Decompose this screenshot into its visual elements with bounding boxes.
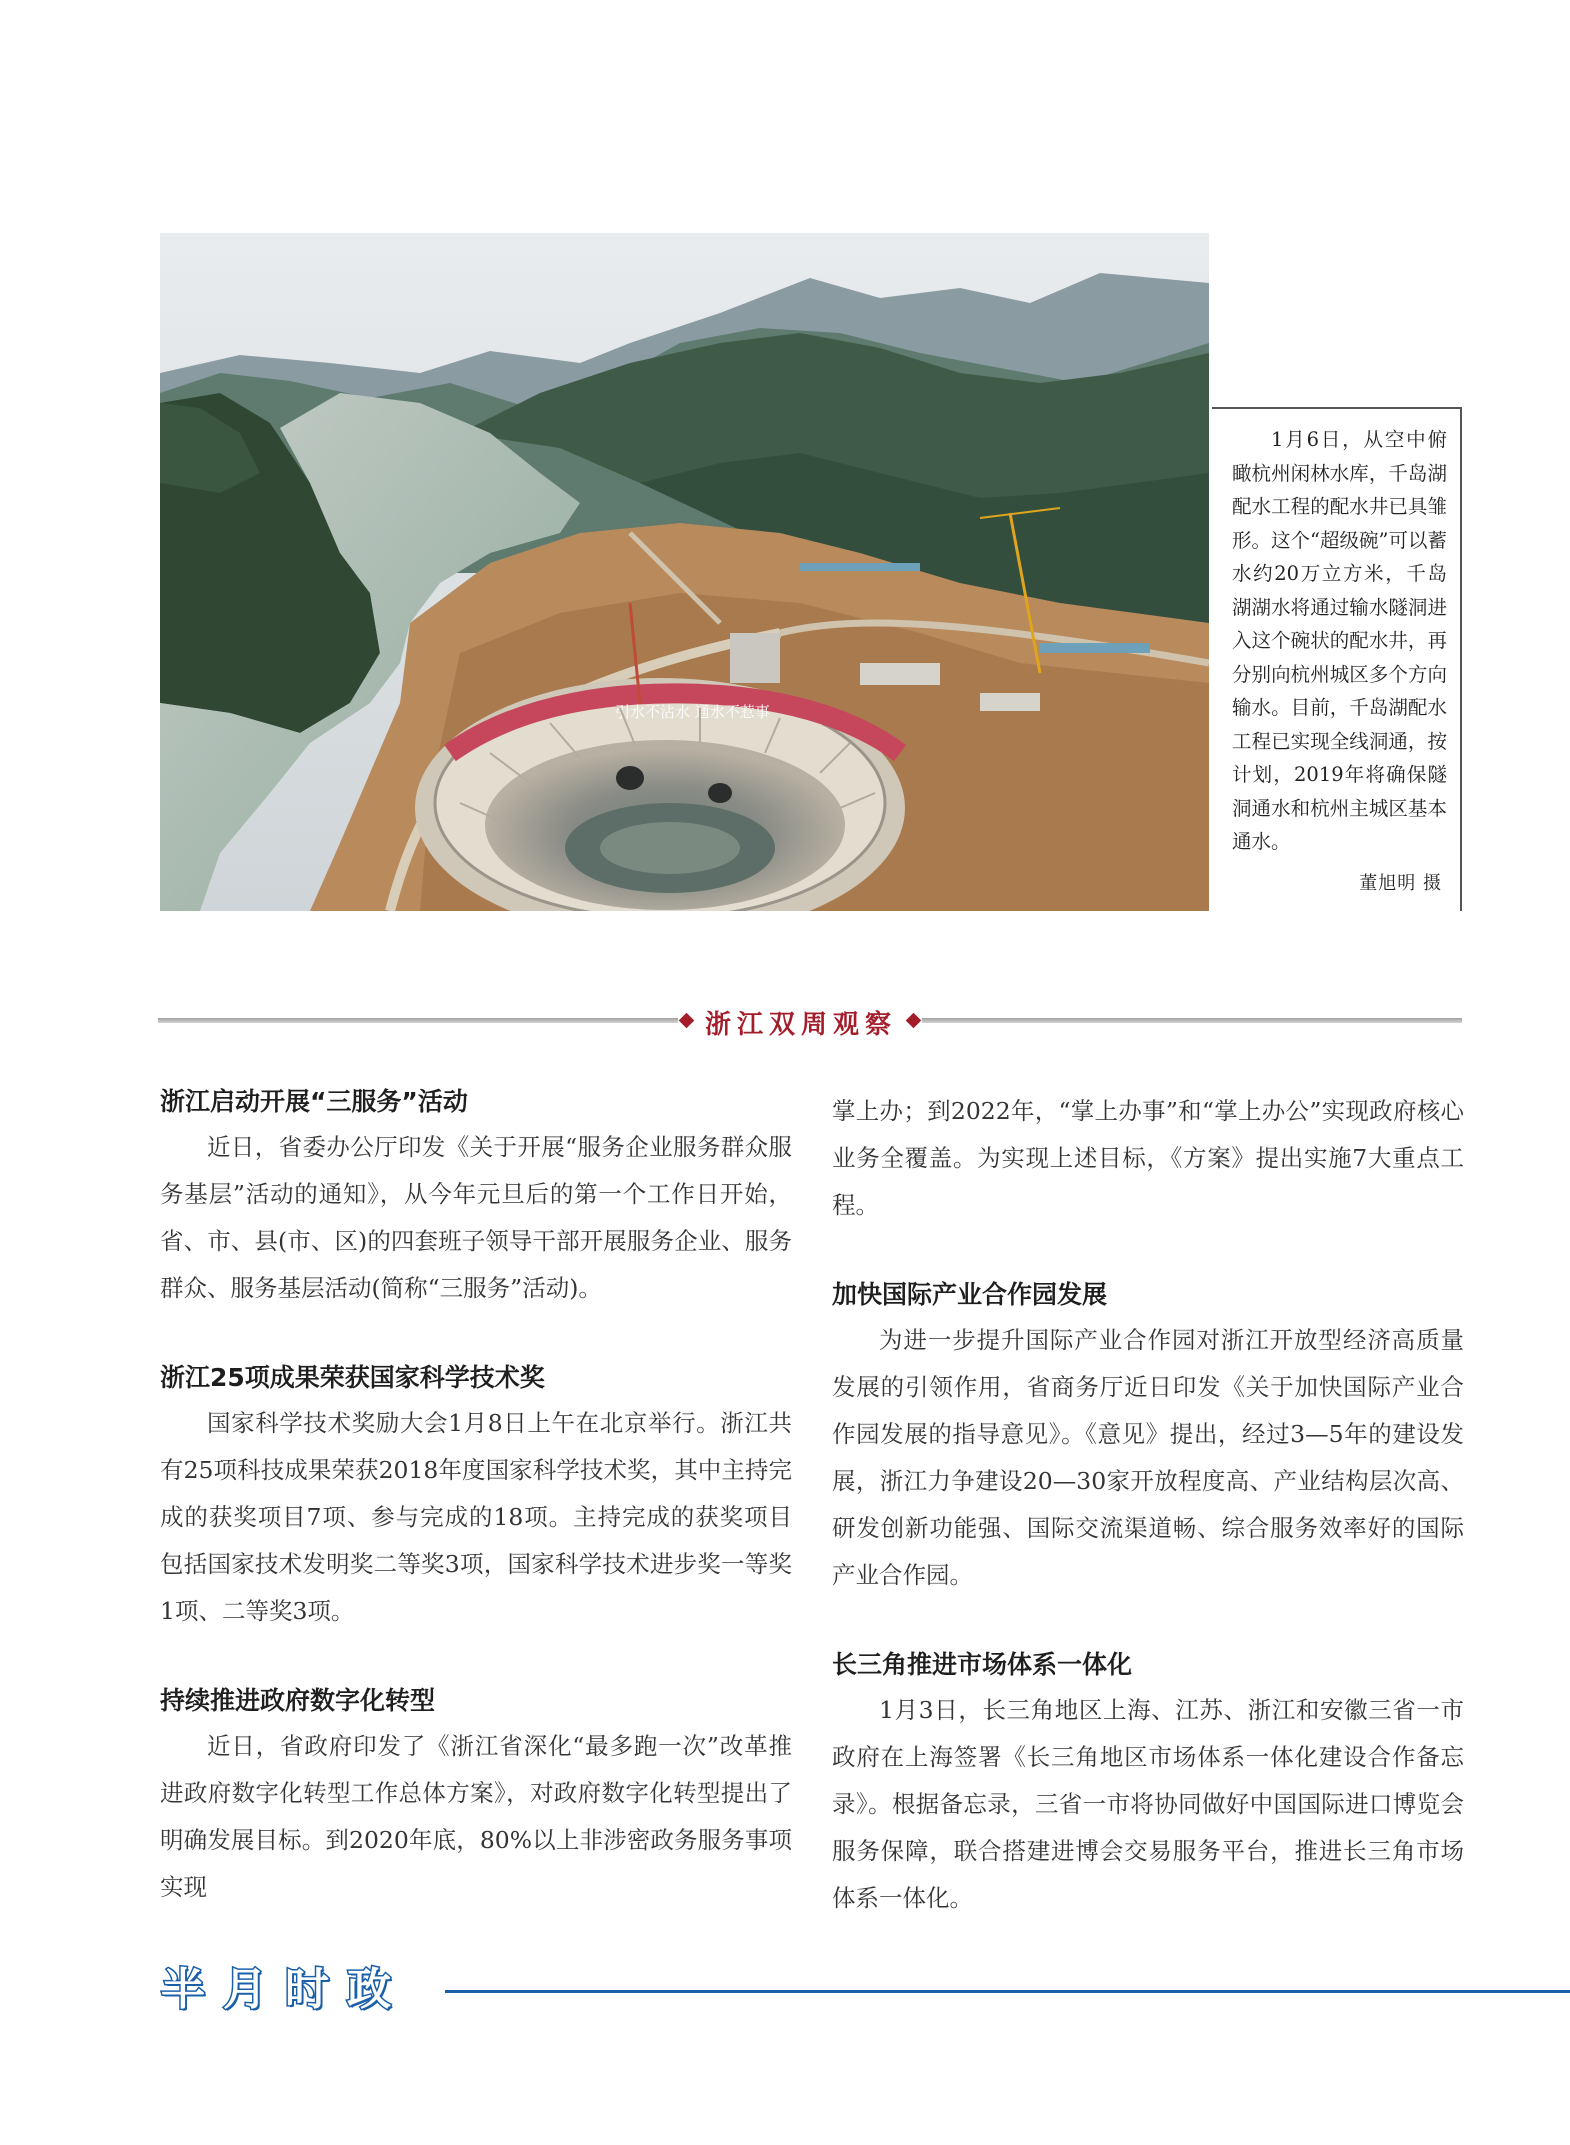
photo-credit: 董旭明 摄: [1359, 873, 1442, 894]
brand-char: 月: [223, 1964, 267, 2015]
article-title: 加快国际产业合作园发展: [832, 1280, 1108, 1309]
section-divider-right: [922, 1018, 1462, 1023]
article-title: 长三角推进市场体系一体化: [832, 1650, 1133, 1679]
brand-char: 半: [161, 1964, 205, 2015]
article-body: 近日，省政府印发了《浙江省深化“最多跑一次”改革推进政府数字化转型工作总体方案》，对政府数字化转型提出了明确发展目标。到2020年底，80%以上非涉密政务服务事项实现: [160, 1732, 792, 1901]
banner-text: 引水不沾水 通水不惹事: [615, 703, 770, 721]
photo-caption: [1212, 407, 1462, 911]
article-body: 为进一步提升国际产业合作园对浙江开放型经济高质量发展的引领作用，省商务厅近日印发《关于加快国际产业合作园发展的指导意见》。《意见》提出，经过3—5年的建设发展，浙江力争建设20—30家开放程度高、产业结构层次高、研发创新功能强、国际交流渠道畅、综合服务效率好的国际产业合作园。: [832, 1326, 1464, 1589]
article-column-right: [832, 1088, 1464, 1922]
aerial-photo: [160, 233, 1209, 911]
section-divider-left: [158, 1018, 678, 1023]
diamond-ornament-icon: [906, 1013, 922, 1029]
article-column-left: [160, 1084, 792, 1911]
section-title: 浙江双周观察: [704, 1010, 897, 1040]
article-title: 持续推进政府数字化转型: [160, 1686, 436, 1715]
article-body: 近日，省委办公厅印发《关于开展“服务企业服务群众服务基层”活动的通知》，从今年元旦后的第一个工作日开始，省、市、县(市、区)的四套班子领导干部开展服务企业、服务群众、服务基层活动(简称“三服务”活动)。: [160, 1133, 792, 1302]
brand-char: 时: [285, 1964, 329, 2015]
article-title: 浙江启动开展“三服务”活动: [160, 1087, 468, 1116]
article-body-continued: 掌上办；到2022年，“掌上办事”和“掌上办公”实现政府核心业务全覆盖。为实现上述目标，《方案》提出实施7大重点工程。: [832, 1097, 1464, 1219]
caption-text: 1月6日，从空中俯瞰杭州闲林水库，千岛湖配水工程的配水井已具雏形。这个“超级碗”可以蓄水约20万立方米，千岛湖湖水将通过输水隧洞进入这个碗状的配水井，再分别向杭州城区多个方向输水。目前，千岛湖配水工程已实现全线洞通，按计划，2019年将确保隧洞通水和杭州主城区基本通水。: [1232, 428, 1447, 853]
diamond-ornament-icon: [679, 1013, 695, 1029]
article-title: 浙江25项成果荣获国家科学技术奖: [160, 1363, 545, 1392]
brand-char: 政: [347, 1964, 391, 2015]
article-body: 国家科学技术奖励大会1月8日上午在北京举行。浙江共有25项科技成果荣获2018年度国家科学技术奖，其中主持完成的获奖项目7项、参与完成的18项。主持完成的获奖项目包括国家技术发明奖二等奖3项，国家科学技术进步奖一等奖1项、二等奖3项。: [160, 1409, 792, 1625]
magazine-brand-logo: [155, 1955, 397, 2015]
footer-divider: [445, 1990, 1570, 1993]
article-body: 1月3日，长三角地区上海、江苏、浙江和安徽三省一市政府在上海签署《长三角地区市场体系一体化建设合作备忘录》。根据备忘录，三省一市将协同做好中国国际进口博览会服务保障，联合搭建进博会交易服务平台，推进长三角市场体系一体化。: [832, 1696, 1464, 1912]
